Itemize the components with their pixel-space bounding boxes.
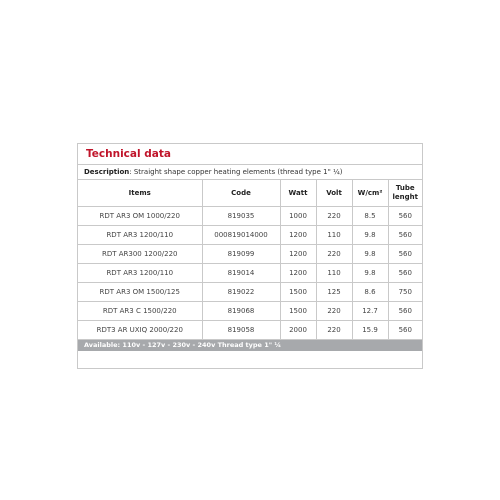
cell-item: RDT AR3 1200/110 [78,226,202,245]
description-row [78,165,422,180]
cell-volt: 220 [316,302,352,321]
cell-volt: 220 [316,321,352,340]
cell-wcm2: 15.9 [352,321,388,340]
header-code: Code [202,180,280,207]
table-row [78,321,422,340]
cell-watt: 1200 [280,264,316,283]
cell-volt: 220 [316,245,352,264]
header-volt: Volt [316,180,352,207]
cell-code: 819099 [202,245,280,264]
cell-tube-length: 560 [388,226,422,245]
table-row [78,207,422,226]
cell-watt: 1500 [280,283,316,302]
table-row [78,226,422,245]
table-row [78,302,422,321]
cell-item: RDT AR3 OM 1000/220 [78,207,202,226]
cell-wcm2: 12.7 [352,302,388,321]
cell-volt: 110 [316,264,352,283]
cell-item: RDT AR3 C 1500/220 [78,302,202,321]
cell-tube-length: 560 [388,302,422,321]
cell-tube-length: 560 [388,264,422,283]
cell-watt: 1500 [280,302,316,321]
cell-tube-length: 560 [388,245,422,264]
header-wcm2: W/cm² [352,180,388,207]
cell-code: 819035 [202,207,280,226]
cell-watt: 2000 [280,321,316,340]
cell-wcm2: 9.8 [352,264,388,283]
header-items: Items [78,180,202,207]
table-header-row [78,180,422,207]
cell-code: 819022 [202,283,280,302]
table-row [78,245,422,264]
cell-wcm2: 9.8 [352,245,388,264]
specs-table [78,180,422,340]
cell-code: 819058 [202,321,280,340]
availability-footer: Available: 110v - 127v - 230v - 240v Thread type 1" ¼ [78,340,422,351]
header-tube-length: Tube lenght [388,180,422,207]
cell-watt: 1000 [280,207,316,226]
cell-wcm2: 9.8 [352,226,388,245]
header-watt: Watt [280,180,316,207]
cell-item: RDT AR3 OM 1500/125 [78,283,202,302]
cell-tube-length: 560 [388,207,422,226]
cell-code: 819068 [202,302,280,321]
card-title: Technical data [78,144,422,165]
cell-volt: 110 [316,226,352,245]
description-text: : Straight shape copper heating elements (thread type 1" ¼) [129,168,343,176]
cell-wcm2: 8.6 [352,283,388,302]
cell-code: 000819014000 [202,226,280,245]
table-row [78,264,422,283]
cell-tube-length: 560 [388,321,422,340]
cell-watt: 1200 [280,245,316,264]
table-row [78,283,422,302]
cell-watt: 1200 [280,226,316,245]
technical-data-card [77,143,423,369]
cell-volt: 125 [316,283,352,302]
cell-wcm2: 8.5 [352,207,388,226]
cell-tube-length: 750 [388,283,422,302]
cell-volt: 220 [316,207,352,226]
cell-code: 819014 [202,264,280,283]
cell-item: RDT AR3 1200/110 [78,264,202,283]
description-label: Description [84,168,130,176]
cell-item: RDT AR300 1200/220 [78,245,202,264]
cell-item: RDT3 AR UXIQ 2000/220 [78,321,202,340]
